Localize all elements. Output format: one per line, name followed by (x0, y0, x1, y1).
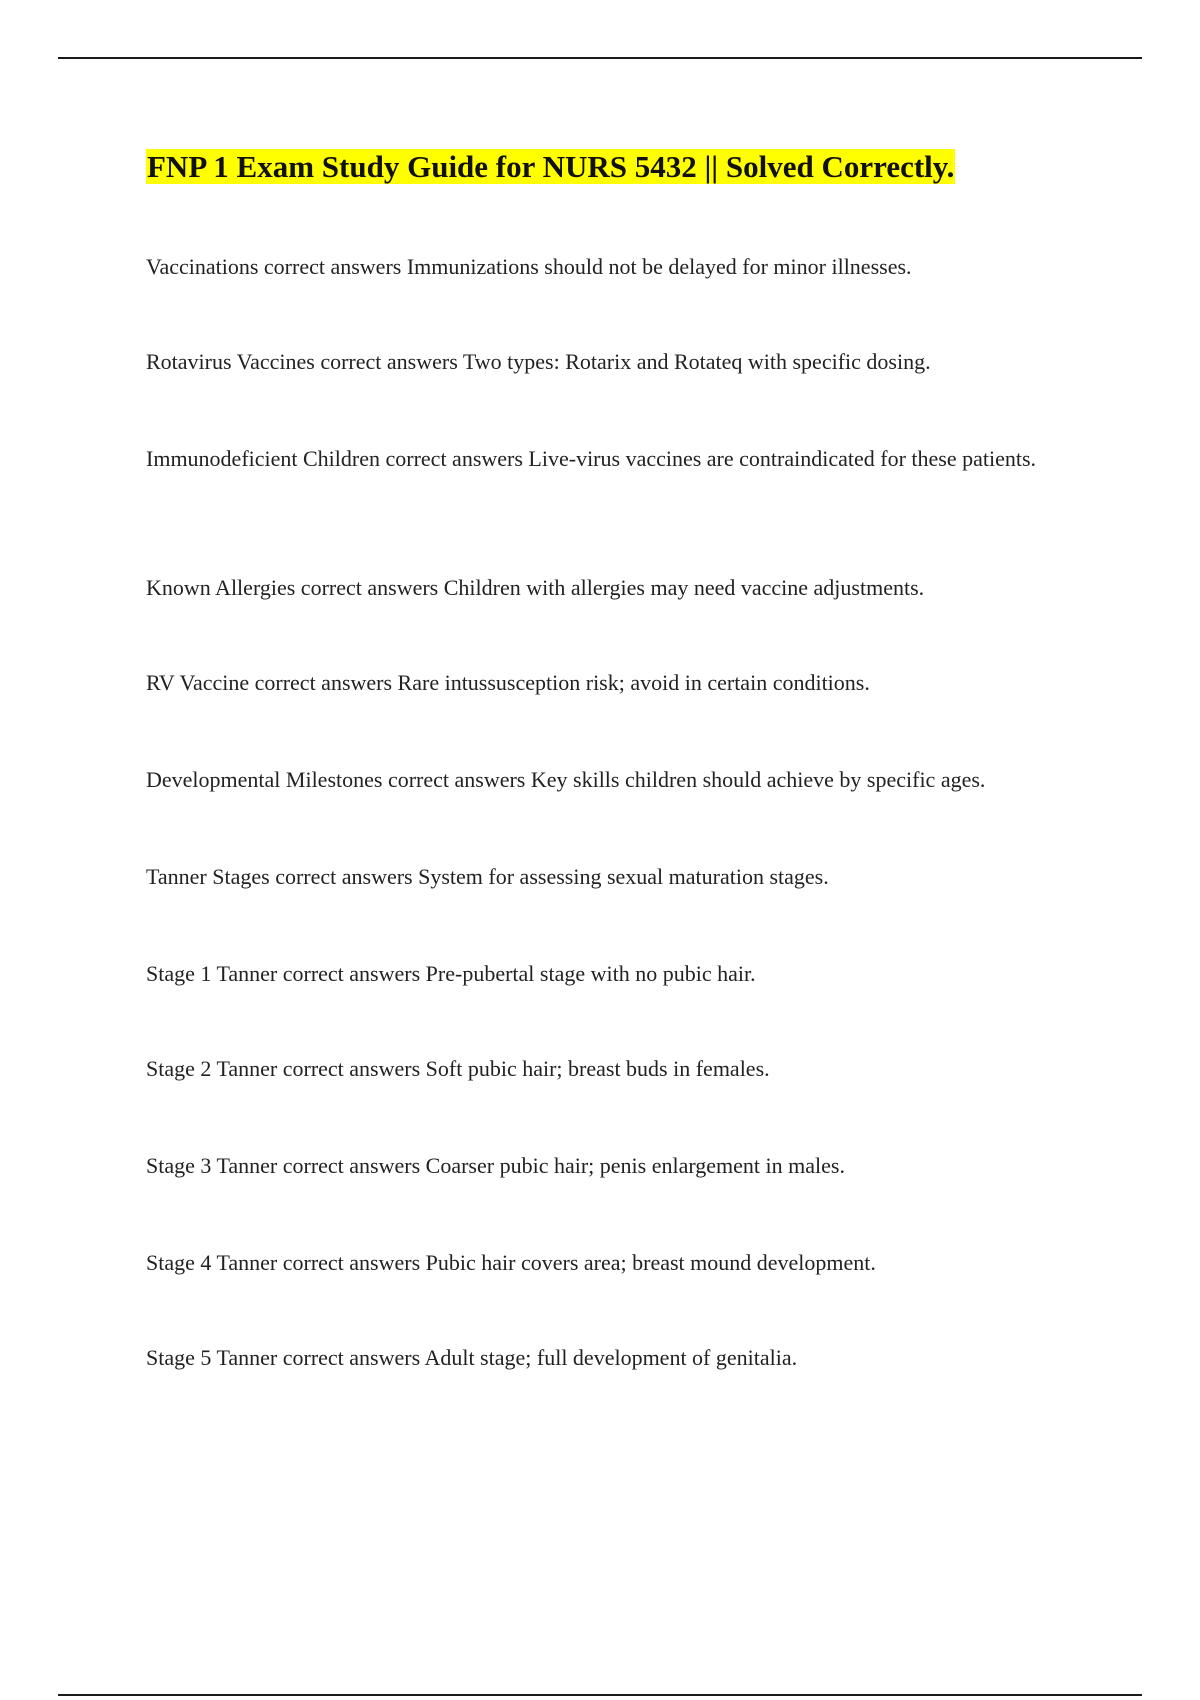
page-title (146, 145, 1086, 189)
list-item: Immunodeficient Children correct answers Live-virus vaccines are contraindicated for these patients. (146, 446, 1037, 471)
list-item: Stage 3 Tanner correct answers Coarser pubic hair; penis enlargement in males. (146, 1153, 845, 1178)
list-item: Stage 5 Tanner correct answers Adult stage; full development of genitalia. (146, 1345, 798, 1370)
list-item: Developmental Milestones correct answers Key skills children should achieve by specific ages. (146, 767, 986, 792)
document-body (146, 145, 1086, 189)
list-item: Rotavirus Vaccines correct answers Two types: Rotarix and Rotateq with specific dosing. (146, 349, 931, 374)
top-rule (58, 57, 1142, 59)
bottom-rule (58, 1694, 1142, 1696)
list-item: Vaccinations correct answers Immunizations should not be delayed for minor illnesses. (146, 254, 912, 279)
list-item: Stage 4 Tanner correct answers Pubic hair covers area; breast mound development. (146, 1250, 876, 1275)
list-item: Stage 2 Tanner correct answers Soft pubic hair; breast buds in females. (146, 1056, 770, 1081)
list-item: Known Allergies correct answers Children with allergies may need vaccine adjustments. (146, 575, 925, 600)
list-item: Stage 1 Tanner correct answers Pre-pubertal stage with no pubic hair. (146, 961, 756, 986)
list-item: RV Vaccine correct answers Rare intussusception risk; avoid in certain conditions. (146, 670, 870, 695)
page-title-text: FNP 1 Exam Study Guide for NURS 5432 || Solved Correctly. (147, 149, 955, 184)
list-item: Tanner Stages correct answers System for assessing sexual maturation stages. (146, 864, 829, 889)
